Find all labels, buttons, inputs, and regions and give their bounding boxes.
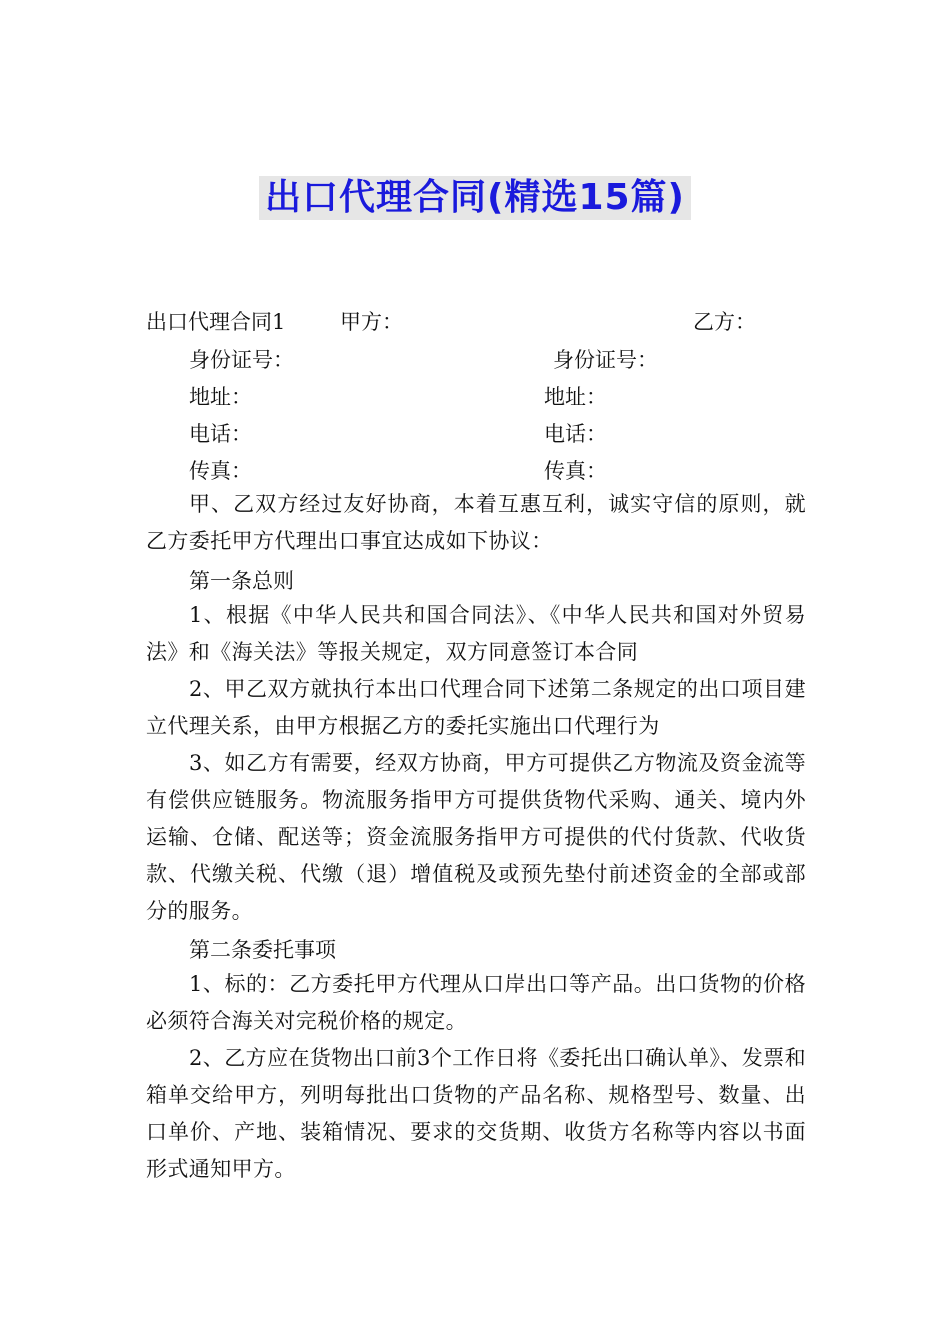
address-a: 地址： [189, 385, 252, 409]
article-1-heading: 第一条总则 [189, 569, 294, 593]
address-b: 地址： [544, 385, 607, 409]
title-container [0, 176, 950, 220]
id-number-b: 身份证号： [553, 348, 658, 372]
article-1-item-2: 2、甲乙双方就执行本出口代理合同下述第二条规定的出口项目建立代理关系，由甲方根据乙方的委托实施出口代理行为 [146, 677, 806, 738]
intro-paragraph: 甲、乙双方经过友好协商，本着互惠互利，诚实守信的原则，就乙方委托甲方代理出口事宜达成如下协议： [146, 492, 806, 553]
article-1-item-1: 1、根据《中华人民共和国合同法》、《中华人民共和国对外贸易法》和《海关法》等报关规定，双方同意签订本合同 [146, 603, 806, 664]
document-title: 出口代理合同(精选15篇) [259, 176, 691, 220]
phone-b: 电话： [544, 422, 607, 446]
party-b-label: 乙方： [693, 310, 756, 334]
article-2-heading: 第二条委托事项 [189, 938, 336, 962]
id-number-a: 身份证号： [189, 348, 294, 372]
article-1-item-3: 3、如乙方有需要，经双方协商，甲方可提供乙方物流及资金流等有偿供应链服务。物流服务指甲方可提供货物代采购、通关、境内外运输、仓储、配送等；资金流服务指甲方可提供的代付货款、代收货款、代缴关税、代缴（退）增值税及或预先垫付前述资金的全部或部分的服务。 [146, 751, 806, 923]
fax-a: 传真： [189, 459, 252, 483]
contract-label: 出口代理合同1 [146, 310, 286, 334]
article-2-item-2: 2、乙方应在货物出口前3个工作日将《委托出口确认单》、发票和箱单交给甲方，列明每批出口货物的产品名称、规格型号、数量、出口单价、产地、装箱情况、要求的交货期、收货方名称等内容以书面形式通知甲方。 [146, 1046, 806, 1181]
fax-b: 传真： [544, 459, 607, 483]
party-a-label: 甲方： [340, 310, 403, 334]
phone-a: 电话： [189, 422, 252, 446]
article-2-item-1: 1、标的：乙方委托甲方代理从口岸出口等产品。出口货物的价格必须符合海关对完税价格的规定。 [146, 972, 806, 1033]
